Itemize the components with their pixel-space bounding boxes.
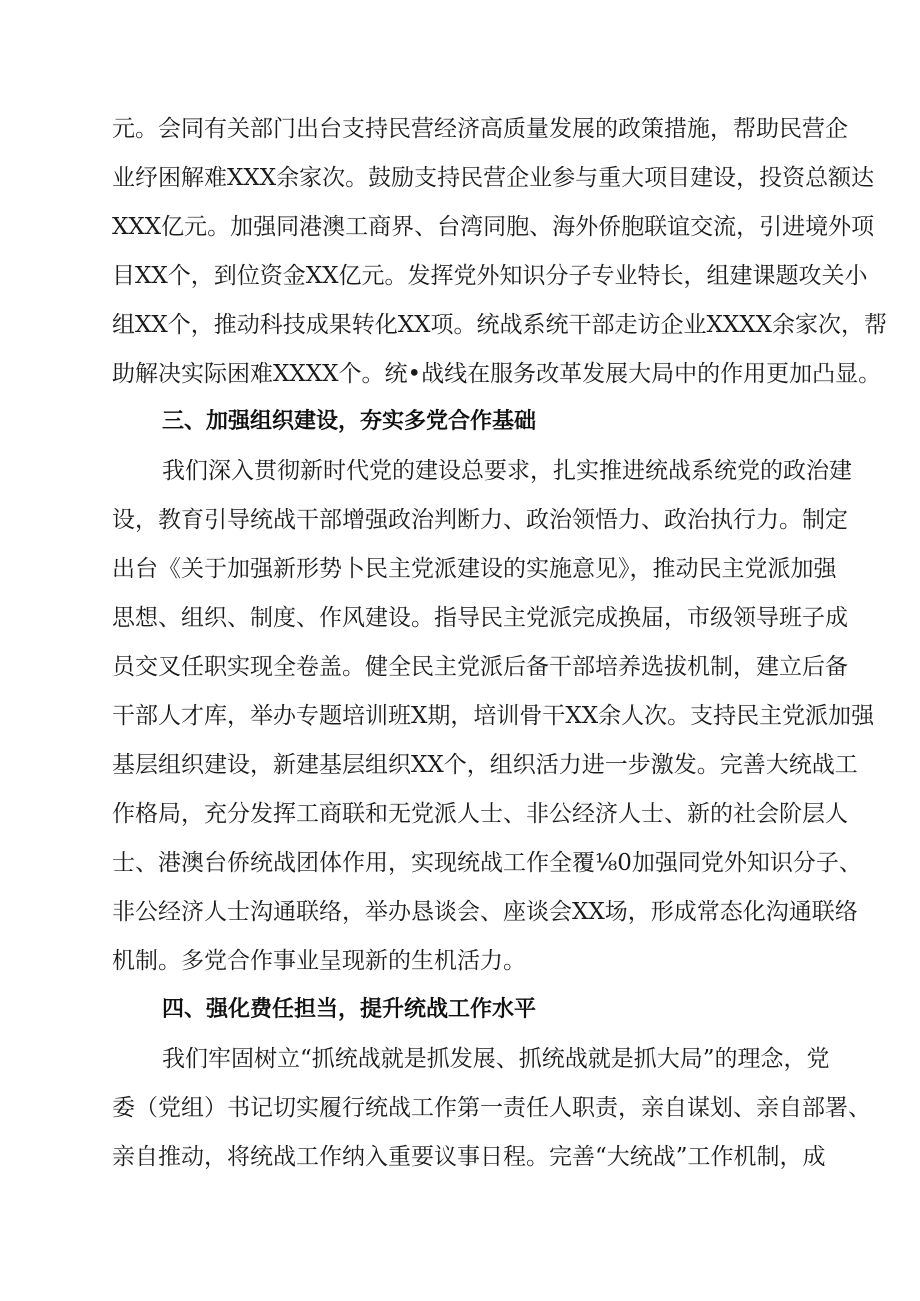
paragraph-2-line-11: 机制。多党合作事业呈现新的生机活力。 [112, 948, 526, 974]
paragraph-2-line-6: 干部人才库，举办专题培训班X期，培训骨干XX余人次。支持民主党派加强 [112, 703, 875, 729]
paragraph-2-line-1: 我们深入贯彻新时代党的建设总要求，扎实推进统战系统党的政治建 [162, 458, 852, 484]
paragraph-2-line-5: 员交叉任职实现全卷盖。健全民主党派后备干部培养选拔机制，建立后备 [112, 654, 848, 680]
section-heading-3: 三、加强组织建设，夯实多党合作基础 [162, 409, 537, 434]
paragraph-1-line-2: 业纾困解难XXX余家次。鼓励支持民营企业参与重大项目建设，投资总额达 [112, 165, 875, 191]
paragraph-1-line-4: 目XX个，到位资金XX亿元。发挥党外知识分子专业特长，组建课题攻关小 [112, 263, 868, 289]
paragraph-1-line-6: 助解决实际困难XXXX个。统•战线在服务改革发展大局中的作用更加凸显。 [112, 361, 882, 387]
paragraph-1-line-5: 组XX个，推动科技成果转化XX项。统战系统干部走访企业XXXX余家次，帮 [112, 312, 887, 338]
paragraph-3-line-2: 委（党组）书记切实履行统战工作第一责任人职责，亲自谋划、亲自部署、 [112, 1095, 871, 1121]
paragraph-2-line-9: 士、港澳台侨统战团体作用，实现统战工作全覆⅛0加强同党外知识分子、 [112, 850, 862, 876]
paragraph-1-line-3: XXX亿元。加强同港澳工商界、台湾同胞、海外侨胞联谊交流，引进境外项 [112, 214, 875, 240]
paragraph-2-line-3: 出台《关于加强新形势卜民主党派建设的实施意见》，推动民主党派加强 [112, 556, 837, 582]
paragraph-3-line-1: 我们牢固树立“抓统战就是抓发展、抓统战就是抓大局”的理念，党 [162, 1046, 830, 1072]
paragraph-2-line-10: 非公经济人士沟通联络，举办恳谈会、座谈会XX场，形成常态化沟通联络 [112, 899, 858, 925]
paragraph-2-line-8: 作格局，充分发挥工商联和无党派人士、非公经济人士、新的社会阶层人 [112, 801, 848, 827]
paragraph-3-line-3: 亲自推动，将统战工作纳入重要议事日程。完善“大统战”工作机制，成 [112, 1144, 826, 1170]
paragraph-1-line-1: 元。会同有关部门出台支持民营经济高质量发展的政策措施，帮助民营企 [112, 116, 848, 142]
section-heading-4: 四、强化费任担当，提升统战工作水平 [162, 997, 537, 1022]
paragraph-2-line-7: 基层组织建设，新建基层组织XX个，组织活力进一步激发。完善大统战工 [112, 752, 858, 778]
paragraph-2-line-4: 思想、组织、制度、作风建设。指导民主党派完成换届，市级领导班子成 [112, 605, 848, 631]
paragraph-2-line-2: 设，教育引导统战干部增强政治判断力、政治领悟力、政治执行力。制定 [112, 507, 848, 533]
